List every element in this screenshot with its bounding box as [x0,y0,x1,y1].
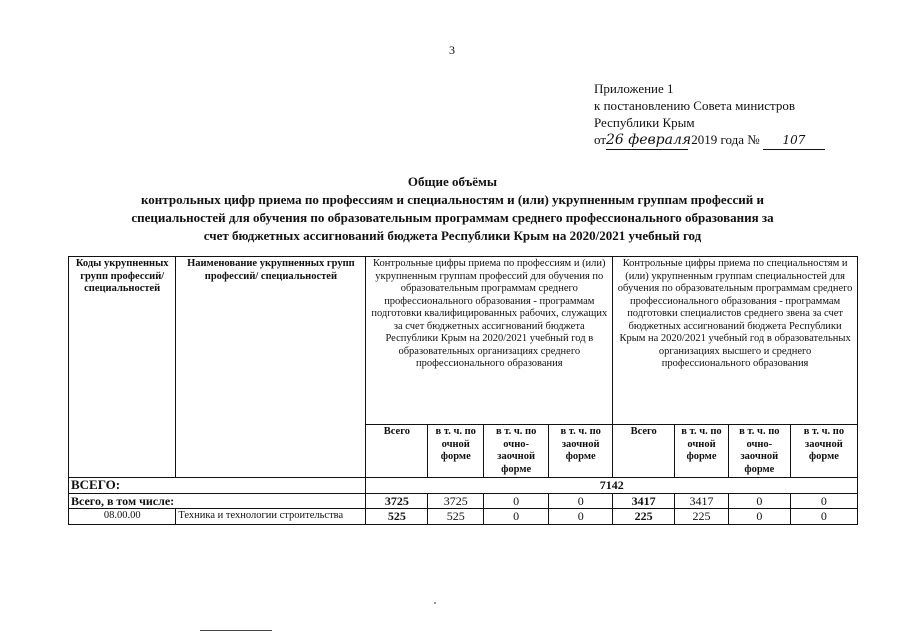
subtotal-g1-full-time: 3725 [428,493,484,509]
title-line-2: контрольных цифр приема по профессиям и специальностям и (или) укрупненным группам профессий и [140,192,765,207]
header-group-workers: Контрольные цифры приема по профессиям и (или) укрупненным группам профессий для обучения по образовательным программам среднего профессионального образования - программам подготовки квалифицированных рабочих, служащих за счет бюджетных ассигнований бюджета Республики Крым на 2020/2021 учебный год в образовательных организациях среднего профессионального образования [366,257,613,425]
subtotal-label: Всего, в том числе: [69,493,366,509]
handwritten-number: 107 [763,132,825,150]
title-line-4: счет бюджетных ассигнований бюджета Республики Крым на 2020/2021 учебный год [203,228,702,243]
row-g2-part-time: 0 [728,509,790,525]
row-g2-correspondence: 0 [790,509,857,525]
subheader-total-2: Всего [613,425,675,478]
subtotal-g2-part-time: 0 [728,493,790,509]
subtotal-g2-correspondence: 0 [790,493,857,509]
appendix-line-4 [594,131,825,150]
appendix-line-1: Приложение 1 [594,81,674,96]
row-g2-total: 225 [613,509,675,525]
row-g2-full-time: 225 [675,509,729,525]
subtotal-g1-part-time: 0 [484,493,549,509]
subheader-full-time-1: в т. ч. по очной форме [428,425,484,478]
appendix-year-text: 2019 года № [691,132,760,147]
appendix-block [594,80,825,150]
title-line-3: специальностей для обучения по образовательным программам среднего профессионального образования за [131,210,774,225]
row-g1-correspondence: 0 [549,509,613,525]
grand-total-label: ВСЕГО: [69,478,366,494]
subtotal-g2-total: 3417 [613,493,675,509]
row-code: 08.00.00 [69,509,176,525]
row-name: Техника и технологии строительства [176,509,366,525]
handwritten-date: 26 февраля [606,132,692,148]
header-group-specialists: Контрольные цифры приема по специальностям и (или) укрупненным группам специальностей для обучения по образовательным программам среднего профессионального образования - программам подготовки специалистов среднего звена за счет бюджетных ассигнований бюджета Республики Крым на 2020/2021 учебный год в образовательных организациях высшего и среднего профессионального образования [613,257,858,425]
page-number: 3 [449,43,455,57]
subtotal-g1-total: 3725 [366,493,428,509]
subheader-full-time-2: в т. ч. по очной форме [675,425,729,478]
header-name: Наименование укрупненных групп профессий/ специальностей [176,257,366,478]
header-codes: Коды укрупненных групп профессий/ специальностей [69,257,176,478]
admission-table [68,256,858,525]
row-g1-total: 525 [366,509,428,525]
subheader-total-1: Всего [366,425,428,478]
subtotal-row [69,493,858,509]
grand-total-row [69,478,858,494]
title-line-1: Общие объёмы [407,174,498,189]
header-row-1 [69,257,858,425]
scan-speck [434,602,436,604]
subheader-part-time-1: в т. ч. по очно-заочной форме [484,425,549,478]
subheader-correspondence-1: в т. ч. по заочной форме [549,425,613,478]
footer-rule [200,630,272,631]
subheader-part-time-2: в т. ч. по очно-заочной форме [728,425,790,478]
document-title [0,173,905,245]
subtotal-g1-correspondence: 0 [549,493,613,509]
appendix-line-3: Республики Крым [594,115,695,130]
appendix-line-2: к постановлению Совета министров [594,98,795,113]
table-row [69,509,858,525]
row-g1-full-time: 525 [428,509,484,525]
subheader-correspondence-2: в т. ч. по заочной форме [790,425,857,478]
subtotal-g2-full-time: 3417 [675,493,729,509]
appendix-date-prefix: от [594,132,607,147]
row-g1-part-time: 0 [484,509,549,525]
grand-total-value: 7142 [366,478,858,494]
